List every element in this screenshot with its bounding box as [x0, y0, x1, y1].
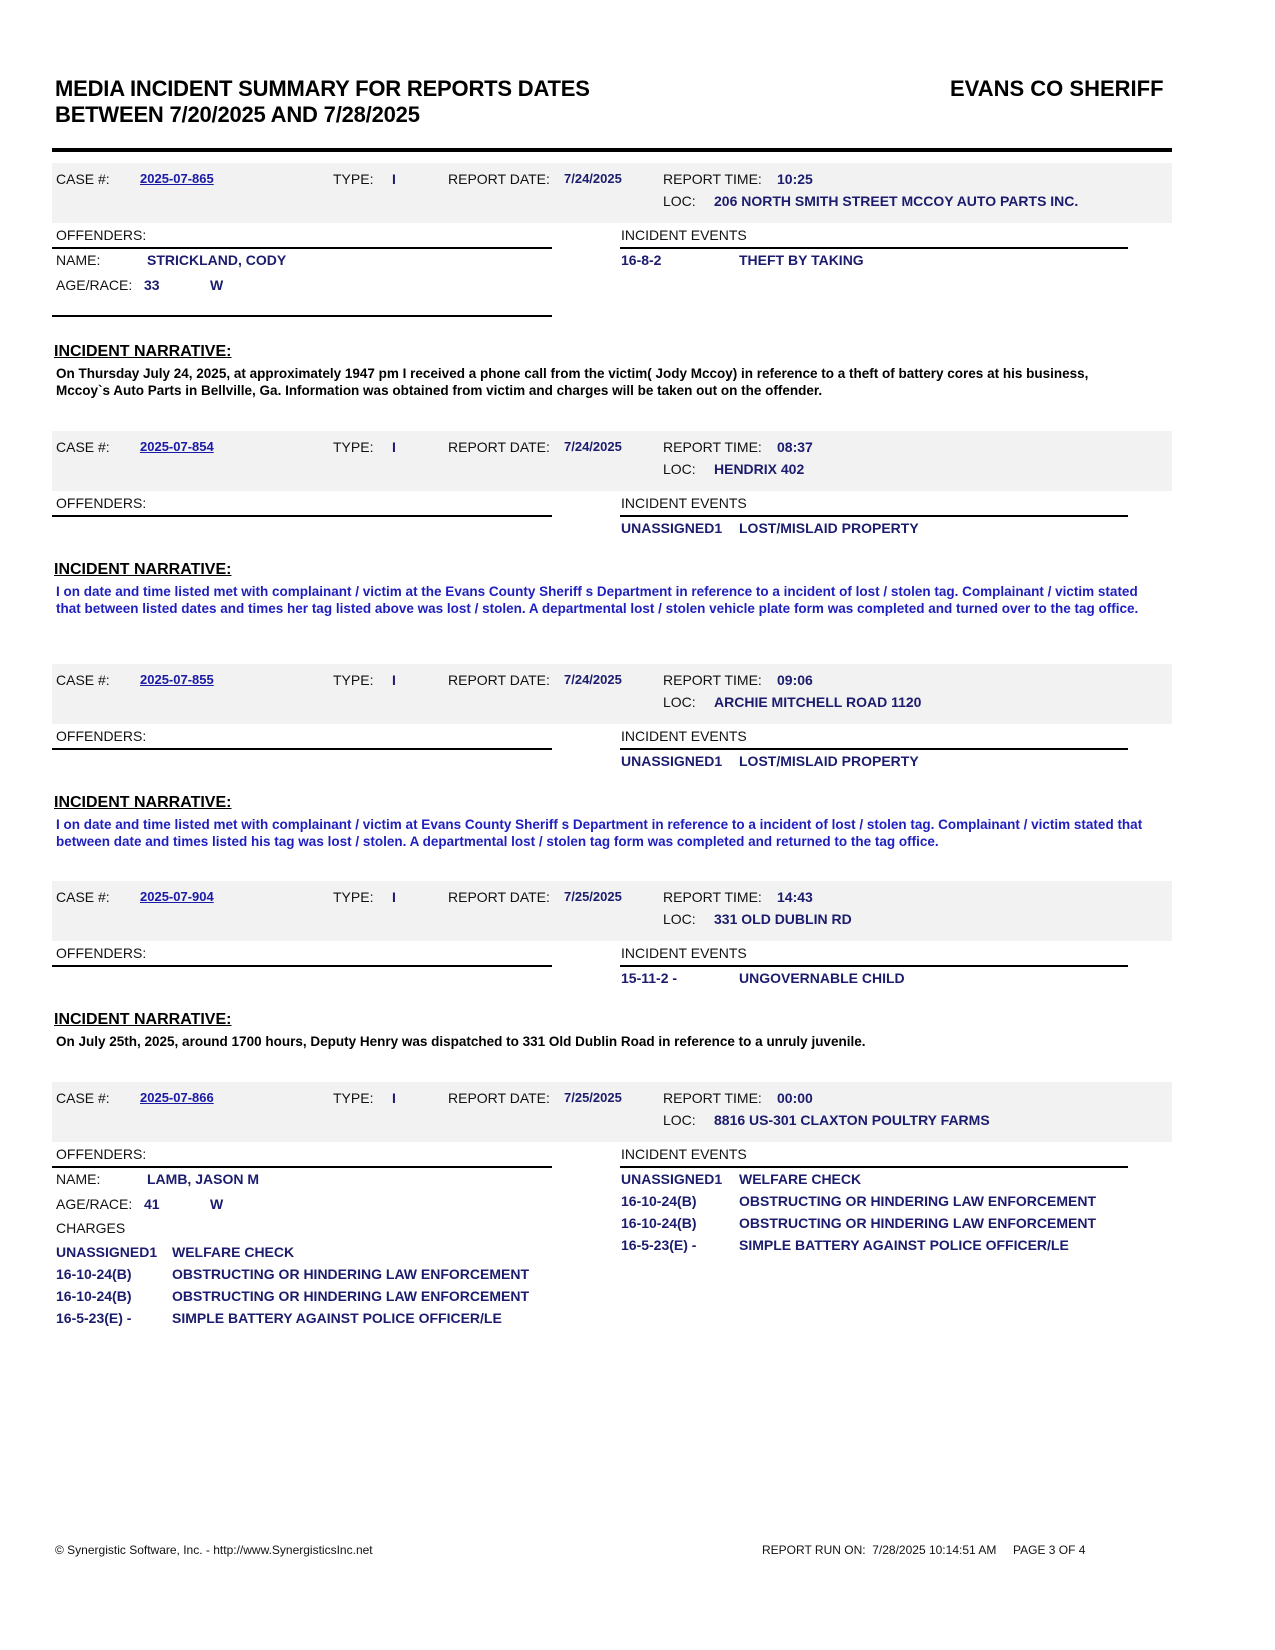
loc-label: LOC: [663, 911, 696, 927]
case-block [52, 431, 1172, 616]
report-date-label: REPORT DATE: [448, 1090, 550, 1106]
incident-events-label: INCIDENT EVENTS [621, 227, 747, 243]
narrative-heading: INCIDENT NARRATIVE: [54, 794, 232, 811]
case-number-link[interactable]: 2025-07-904 [140, 889, 214, 904]
type-value: I [392, 439, 396, 455]
report-date-value: 7/24/2025 [564, 672, 622, 687]
incident-events-label: INCIDENT EVENTS [621, 495, 747, 511]
report-time-value: 10:25 [777, 171, 813, 187]
loc-value: 206 NORTH SMITH STREET MCCOY AUTO PARTS INC. [714, 193, 1079, 209]
type-label: TYPE: [333, 889, 374, 905]
incident-events-label: INCIDENT EVENTS [621, 728, 747, 744]
narrative-heading: INCIDENT NARRATIVE: [54, 1011, 232, 1028]
offenders-divider [52, 748, 552, 750]
case-label: CASE #: [56, 1090, 110, 1106]
offenders-divider [52, 515, 552, 517]
type-value: I [392, 672, 396, 688]
case-number-link[interactable]: 2025-07-854 [140, 439, 214, 454]
type-value: I [392, 1090, 396, 1106]
report-date-label: REPORT DATE: [448, 889, 550, 905]
case-block [52, 881, 1172, 1049]
case-label: CASE #: [56, 439, 110, 455]
type-value: I [392, 171, 396, 187]
type-value: I [392, 889, 396, 905]
report-title-line2: BETWEEN 7/20/2025 AND 7/28/2025 [55, 102, 420, 127]
offender-race: W [210, 1196, 224, 1212]
offenders-label: OFFENDERS: [56, 1146, 147, 1162]
report-time-value: 08:37 [777, 439, 813, 455]
type-label: TYPE: [333, 1090, 374, 1106]
offender-name: LAMB, JASON M [147, 1171, 259, 1187]
loc-value: HENDRIX 402 [714, 461, 805, 477]
narrative-text: I on date and time listed met with complainant / victim at the Evans County Sheriff s Department in reference to a incident of lost / stolen tag. Complainant / victim stated that between listed dates and times her tag listed above was lost / stolen. A departmental lost / stolen vehicle plate form was completed and turned over to the tag office. [56, 584, 1139, 616]
report-date-value: 7/25/2025 [564, 889, 622, 904]
loc-label: LOC: [663, 193, 696, 209]
report-title [55, 76, 590, 128]
case-number-link[interactable]: 2025-07-855 [140, 672, 214, 687]
charge-desc: OBSTRUCTING OR HINDERING LAW ENFORCEMENT [172, 1288, 529, 1304]
offender-name: STRICKLAND, CODY [147, 252, 287, 268]
case-header [52, 431, 1172, 491]
report-time-label: REPORT TIME: [663, 672, 762, 688]
report-time-label: REPORT TIME: [663, 1090, 762, 1106]
event-code: 15-11-2 - [621, 970, 678, 986]
footer-report-run: REPORT RUN ON: 7/28/2025 10:14:51 AM PAGE 3 OF 4 [762, 1543, 1086, 1557]
event-code: 16-10-24(B) [621, 1215, 697, 1231]
offender-age: 41 [144, 1196, 160, 1212]
case-block [52, 1082, 1172, 1326]
report-date-label: REPORT DATE: [448, 171, 550, 187]
type-label: TYPE: [333, 439, 374, 455]
case-header [52, 1082, 1172, 1142]
offenders-label: OFFENDERS: [56, 227, 147, 243]
events-divider [620, 965, 1128, 967]
loc-label: LOC: [663, 694, 696, 710]
type-label: TYPE: [333, 171, 374, 187]
name-label: NAME: [56, 252, 101, 268]
charge-desc: WELFARE CHECK [172, 1244, 295, 1260]
loc-value: 331 OLD DUBLIN RD [714, 911, 852, 927]
case-header [52, 881, 1172, 941]
event-desc: WELFARE CHECK [739, 1171, 862, 1187]
event-desc: OBSTRUCTING OR HINDERING LAW ENFORCEMENT [739, 1215, 1096, 1231]
narrative-text: I on date and time listed met with complainant / victim at Evans County Sheriff s Department in reference to a incident of lost / stolen tag. Complainant / victim stated that between date and times listed his tag was lost / stolen. A departmental lost / stolen tag form was completed and returned to the tag office. [56, 817, 1143, 849]
event-desc: OBSTRUCTING OR HINDERING LAW ENFORCEMENT [739, 1193, 1096, 1209]
name-label: NAME: [56, 1171, 101, 1187]
offender-race: W [210, 277, 224, 293]
offenders-label: OFFENDERS: [56, 728, 147, 744]
event-code: 16-8-2 [621, 252, 662, 268]
event-desc: LOST/MISLAID PROPERTY [739, 520, 919, 536]
events-divider [620, 515, 1128, 517]
case-header [52, 664, 1172, 724]
report-time-label: REPORT TIME: [663, 889, 762, 905]
case-label: CASE #: [56, 171, 110, 187]
incident-events-label: INCIDENT EVENTS [621, 945, 747, 961]
charge-code: 16-10-24(B) [56, 1266, 132, 1282]
offenders-label: OFFENDERS: [56, 495, 147, 511]
offenders-divider [52, 1166, 552, 1168]
event-desc: UNGOVERNABLE CHILD [739, 970, 905, 986]
loc-value: ARCHIE MITCHELL ROAD 1120 [714, 694, 922, 710]
event-code: UNASSIGNED1 [621, 753, 723, 769]
case-number-link[interactable]: 2025-07-865 [140, 171, 214, 186]
report-date-value: 7/24/2025 [564, 439, 622, 454]
offenders-label: OFFENDERS: [56, 945, 147, 961]
event-desc: THEFT BY TAKING [739, 252, 864, 268]
footer-copyright: © Synergistic Software, Inc. - http://www.SynergisticsInc.net [55, 1543, 373, 1557]
agency-name: EVANS CO SHERIFF [950, 76, 1164, 101]
narrative-heading: INCIDENT NARRATIVE: [54, 561, 232, 578]
loc-value: 8816 US-301 CLAXTON POULTRY FARMS [714, 1112, 990, 1128]
case-number-link[interactable]: 2025-07-866 [140, 1090, 214, 1105]
charges-label: CHARGES [56, 1220, 126, 1236]
case-label: CASE #: [56, 672, 110, 688]
report-time-label: REPORT TIME: [663, 439, 762, 455]
charge-code: UNASSIGNED1 [56, 1244, 158, 1260]
event-code: UNASSIGNED1 [621, 1171, 723, 1187]
charge-code: 16-5-23(E) - [56, 1310, 132, 1326]
narrative-text: On Thursday July 24, 2025, at approximately 1947 pm I received a phone call from the victim( Jody Mccoy) in reference to a theft of battery cores at his business, Mccoy`s Auto Parts in Bellville, Ga. Information was obtained from victim and charges will be taken out on the offender. [56, 366, 1089, 398]
loc-label: LOC: [663, 461, 696, 477]
events-divider [620, 247, 1128, 249]
case-block [52, 163, 1172, 398]
event-desc: LOST/MISLAID PROPERTY [739, 753, 919, 769]
narrative-text: On July 25th, 2025, around 1700 hours, Deputy Henry was dispatched to 331 Old Dublin Road in reference to a unruly juvenile. [56, 1034, 866, 1049]
charge-desc: SIMPLE BATTERY AGAINST POLICE OFFICER/LE [172, 1310, 502, 1326]
event-desc: SIMPLE BATTERY AGAINST POLICE OFFICER/LE [739, 1237, 1069, 1253]
report-title-line1: MEDIA INCIDENT SUMMARY FOR REPORTS DATES [55, 76, 590, 101]
charge-code: 16-10-24(B) [56, 1288, 132, 1304]
case-block [52, 664, 1172, 849]
narrative-heading: INCIDENT NARRATIVE: [54, 343, 232, 360]
report-time-value: 09:06 [777, 672, 813, 688]
event-code: UNASSIGNED1 [621, 520, 723, 536]
case-header [52, 163, 1172, 223]
offenders-divider [52, 965, 552, 967]
report-date-value: 7/24/2025 [564, 171, 622, 186]
type-label: TYPE: [333, 672, 374, 688]
offender-age: 33 [144, 277, 160, 293]
incident-events-label: INCIDENT EVENTS [621, 1146, 747, 1162]
events-divider [620, 1166, 1128, 1168]
report-date-value: 7/25/2025 [564, 1090, 622, 1105]
age-race-label: AGE/RACE: [56, 277, 133, 293]
report-time-value: 00:00 [777, 1090, 813, 1106]
offenders-bottom-divider [52, 315, 552, 317]
loc-label: LOC: [663, 1112, 696, 1128]
event-code: 16-5-23(E) - [621, 1237, 697, 1253]
charge-desc: OBSTRUCTING OR HINDERING LAW ENFORCEMENT [172, 1266, 529, 1282]
report-time-label: REPORT TIME: [663, 171, 762, 187]
event-code: 16-10-24(B) [621, 1193, 697, 1209]
case-label: CASE #: [56, 889, 110, 905]
report-date-label: REPORT DATE: [448, 439, 550, 455]
age-race-label: AGE/RACE: [56, 1196, 133, 1212]
events-divider [620, 748, 1128, 750]
header-divider [52, 148, 1172, 152]
report-date-label: REPORT DATE: [448, 672, 550, 688]
offenders-divider [52, 247, 552, 249]
report-time-value: 14:43 [777, 889, 813, 905]
